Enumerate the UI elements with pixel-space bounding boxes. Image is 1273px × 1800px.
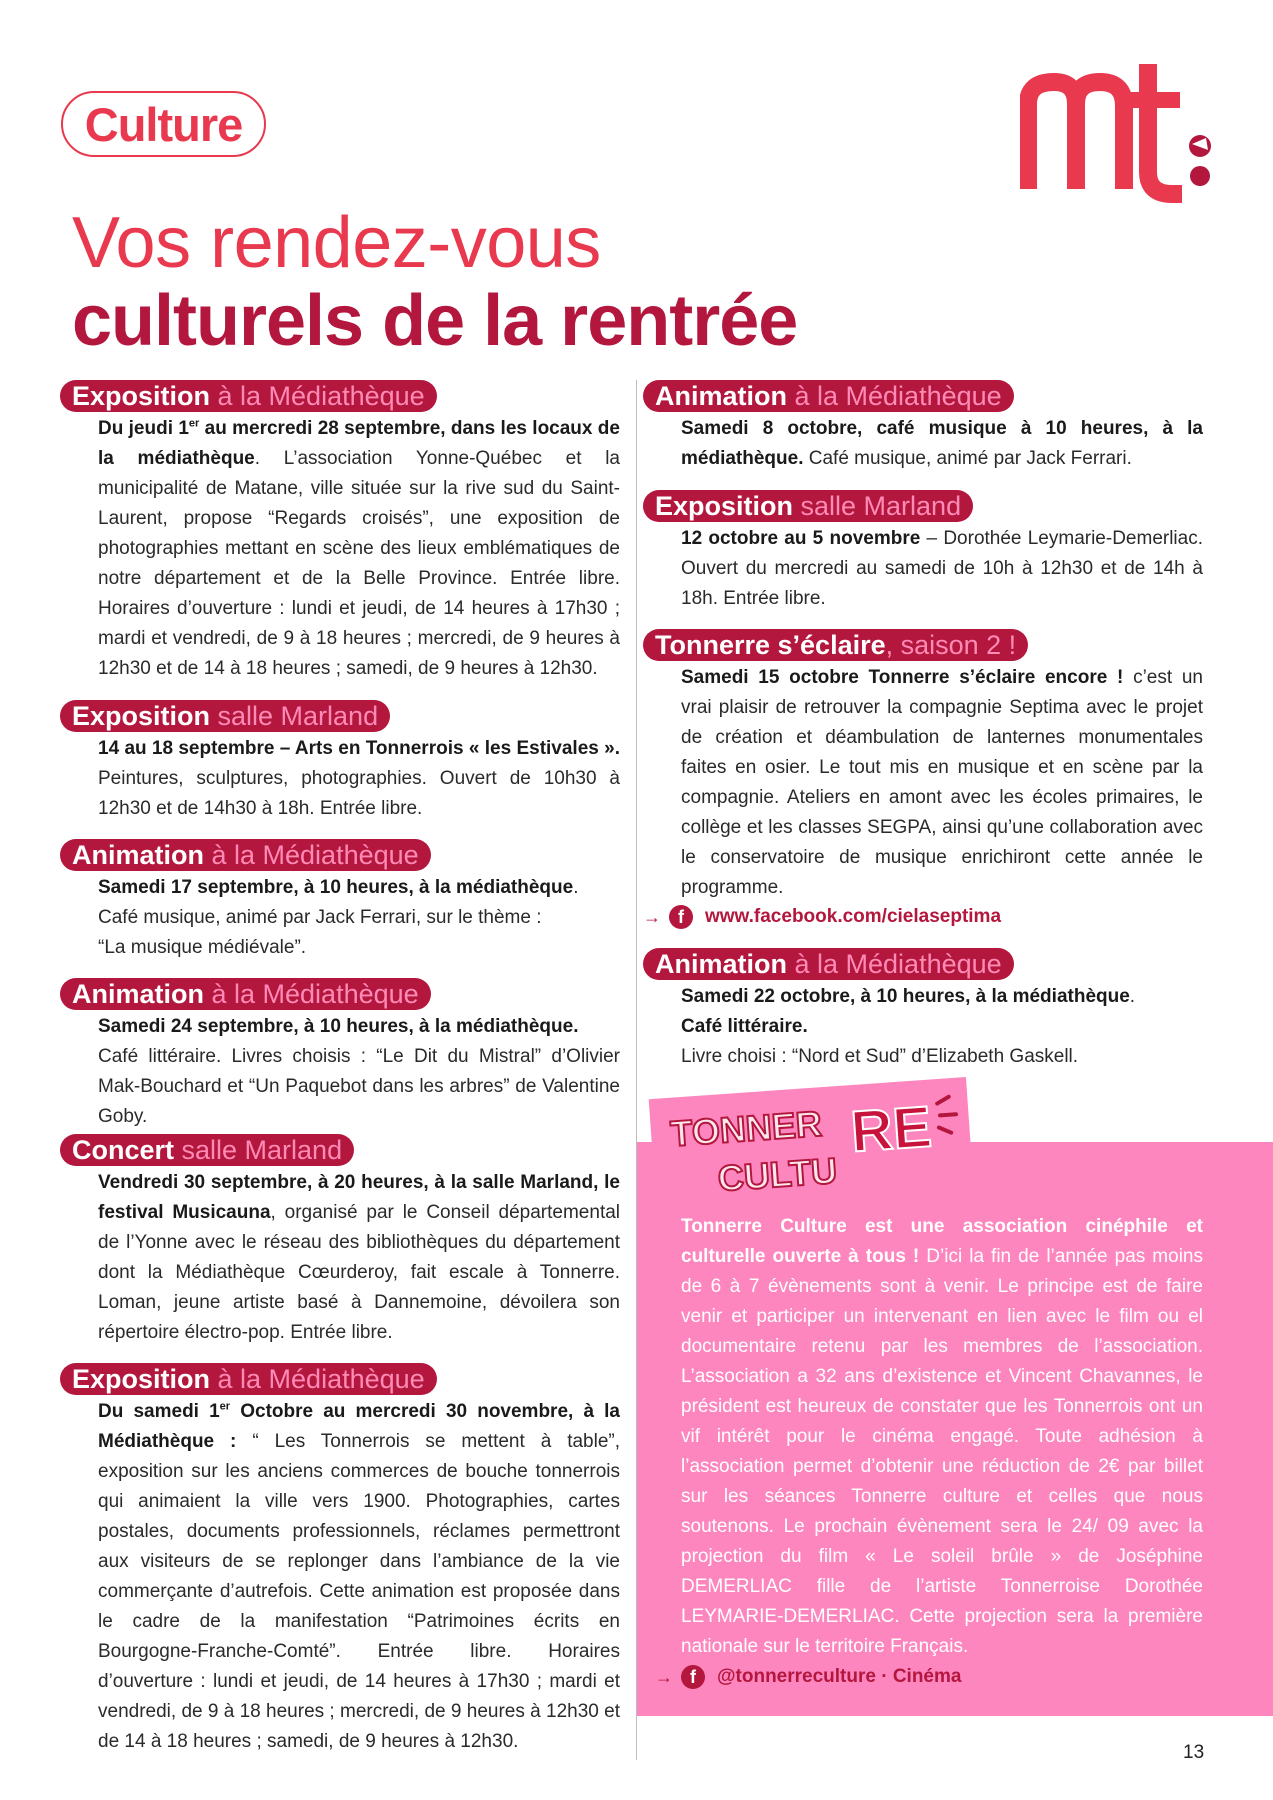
event-animation-sept24 [60, 978, 620, 1132]
event-text: Café littéraire. Livres choisis : “Le Dit du Mistral” d’Olivier Mak-Bouchard et “Un Paquebot dans les arbres” de Valentine Goby. [98, 1046, 620, 1127]
event-text: . L’association Yonne-Québec et la municipalité de Matane, ville située sur la rive sud du Saint-Laurent, propose “Regards croisés”, une exposition de photographies mettant en scène des lieux emblématiques de notre département et de la Belle Province. Entrée libre. Horaires d’ouverture : lundi et jeudi, de 14 heures à 17h30 ; mardi et vendredi, de 9 à 18 heures ; mercredi, de 9 heures à 12h30 et de 14 à 18 heures ; samedi, de 9 heures à 12h30. [98, 448, 620, 679]
event-tonnerre-eclaire [643, 629, 1203, 929]
pill-location: à la Médiathèque [204, 840, 419, 870]
event-pill [60, 839, 431, 871]
event-pill [60, 1134, 354, 1166]
pill-label: Exposition [655, 491, 794, 521]
pill-location: à la Médiathèque [787, 949, 1002, 979]
event-date-cont: Octobre au mercredi 30 novembre, à la Médiathèque : [98, 1401, 620, 1452]
facebook-icon: f [669, 905, 693, 929]
tonnerre-culture-text [681, 1212, 1203, 1662]
event-animation-oct8 [643, 380, 1203, 474]
event-date: 14 au 18 septembre – Arts en Tonnerrois « les Estivales ». [98, 738, 620, 759]
pill-label: Tonnerre s’éclaire [655, 630, 886, 660]
arrow-right-icon: → [643, 906, 661, 927]
event-text: Livre choisi : “Nord et Sud” d’Elizabeth Gaskell. [681, 1046, 1079, 1067]
event-description [98, 414, 620, 684]
tonnerre-culture-link[interactable] [655, 1665, 961, 1689]
event-exposition-mediatheque [60, 380, 620, 684]
event-description [681, 982, 1203, 1072]
logo-re: RE [848, 1094, 934, 1165]
facebook-link[interactable] [643, 905, 1203, 929]
event-date: Vendredi 30 septembre, à 20 heures, à la salle Marland, le festival Musicauna [98, 1172, 620, 1223]
pill-label: Exposition [72, 381, 211, 411]
section-tag: Culture [61, 91, 266, 157]
facebook-icon: f [681, 1665, 705, 1689]
event-pill [60, 380, 437, 412]
mt-logo-icon [1020, 64, 1220, 224]
pill-label: Animation [655, 381, 787, 411]
event-subtitle: Café littéraire. [681, 1016, 808, 1037]
event-text: c’est un vrai plaisir de retrouver la compagnie Septima avec le projet de création et déambulation de lanternes monumentales faites en osier. Le tout mis en musique et en scène par la compagnie. Ateliers en amont avec les écoles primaires, le collège et les classes SEGPA, ainsi qu’une collaboration avec le conservatoire de musique enrichiront cette année le programme. [681, 667, 1204, 898]
event-text: , organisé par le Conseil départemental de l’Yonne avec le réseau des bibliothèques du département dont la Médiathèque Cœurderoy, fait escale à Tonnerre. Loman, jeune artiste basé à Dannemoine, dévoilera son répertoire électro-pop. Entrée libre. [98, 1202, 621, 1343]
logo-cultu: CULTU [716, 1149, 839, 1200]
event-date: Samedi 8 octobre, café musique à 10 heures, à la médiathèque. [681, 418, 1203, 469]
event-description [98, 1397, 620, 1757]
event-pill [643, 629, 1028, 661]
event-description [98, 873, 620, 963]
pill-label: Animation [72, 840, 204, 870]
event-exposition-leymarie [643, 490, 1203, 614]
pill-location: à la Médiathèque [210, 381, 425, 411]
pill-location: salle Marland [174, 1135, 343, 1165]
event-text: – Dorothée Leymarie-Demerliac. Ouvert du mercredi au samedi de 10h à 12h30 et de 14h à 18h. Entrée libre. [681, 528, 1203, 609]
event-date: Samedi 24 septembre, à 10 heures, à la médiathèque. [98, 1016, 579, 1037]
event-exposition-octobre [60, 1363, 620, 1757]
arrow-right-icon: → [655, 1666, 673, 1687]
event-description [681, 414, 1203, 474]
event-date-cont: au mercredi 28 septembre, dans les locaux de la médiathèque [98, 418, 620, 469]
superscript: er [219, 1400, 231, 1413]
event-description [681, 524, 1203, 614]
event-text: Peintures, sculptures, photographies. Ouvert de 10h30 à 12h30 et de 14h30 à 18h. Entrée libre. [98, 768, 620, 819]
pill-label: Concert [72, 1135, 175, 1165]
event-text: “ Les Tonnerrois se mettent à table”, exposition sur les anciens commerces de bouche tonnerrois qui animaient la ville vers 1900. Photographies, cartes postales, documents professionnels, réclames permettront aux visiteurs de se replonger dans l’ambiance de la vie commerçante d’autrefois. Cette animation est proposée dans le cadre de la manifestation “Patrimoines écrits en Bourgogne-Franche-Comté”. Entrée libre. Horaires d’ouverture : lundi et jeudi, de 14 heures à 17h30 ; mardi et vendredi, de 9 à 18 heures ; mercredi, de 9 heures à 12h30 et de 14 à 18 heures ; samedi, de 9 heures à 12h30. [98, 1431, 620, 1752]
event-text: . [573, 877, 579, 898]
tc-bold: Tonnerre Culture est une association cinéphile et culturelle ouverte à tous ! [681, 1216, 1203, 1267]
event-animation-oct22 [643, 948, 1203, 1072]
superscript: er [188, 417, 200, 430]
event-date: Du jeudi 1 [98, 418, 189, 439]
event-pill [643, 380, 1014, 412]
event-pill [60, 700, 390, 732]
pill-location: salle Marland [793, 491, 962, 521]
event-pill [643, 490, 973, 522]
event-description [681, 663, 1203, 903]
event-animation-sept17 [60, 839, 620, 963]
event-text: Café musique, animé par Jack Ferrari. [803, 448, 1132, 469]
page-title-line1: Vos rendez-vous [72, 203, 601, 283]
tc-text: D’ici la fin de l’année pas moins de 6 à 7 évènements sont à venir. Le principe est de faire venir et participer un intervenant en lien avec le film ou el documentaire retenu par les membres de l’association. L’association a 32 ans d’existence et Vincent Chavannes, le président est heureux de constater que les Tonnerrois ont un vif intérêt pour le cinéma engagé. Toute adhésion à l’association permet d’obtenir une réduction de 2€ par billet sur les séances Tonnerre culture et celles que nous soutenons. Le prochain évènement sera le 24/ 09 avec la projection du film « Le soleil brûle » de Joséphine DEMERLIAC fille de l’artiste Tonnerroise Dorothée LEYMARIE-DEMERLIAC. Cette projection sera la première nationale sur le territoire Français. [681, 1246, 1203, 1657]
pill-label: Animation [655, 949, 787, 979]
pill-location: à la Médiathèque [204, 979, 419, 1009]
event-pill [60, 978, 431, 1010]
pill-location: , saison 2 ! [885, 630, 1017, 660]
event-description [98, 1012, 620, 1132]
pill-label: Exposition [72, 1364, 211, 1394]
event-date: 12 octobre au 5 novembre [681, 528, 921, 549]
pill-location: à la Médiathèque [210, 1364, 425, 1394]
event-text: Café musique, animé par Jack Ferrari, sur le thème : [98, 907, 542, 928]
event-date: Samedi 22 octobre, à 10 heures, à la médiathèque [681, 986, 1130, 1007]
event-text: “La musique médiévale”. [98, 937, 307, 958]
pill-label: Exposition [72, 701, 211, 731]
pill-location: à la Médiathèque [787, 381, 1002, 411]
event-description [98, 734, 620, 824]
pill-location: salle Marland [210, 701, 379, 731]
facebook-url[interactable]: www.facebook.com/cielaseptima [705, 906, 1002, 927]
event-pill [60, 1363, 437, 1395]
pill-label: Animation [72, 979, 204, 1009]
page-number: 13 [1183, 1742, 1205, 1763]
event-description [98, 1168, 620, 1348]
event-date: Samedi 17 septembre, à 10 heures, à la médiathèque [98, 877, 574, 898]
event-date: Samedi 15 octobre Tonnerre s’éclaire encore ! [681, 667, 1124, 688]
event-pill [643, 948, 1014, 980]
tonnerre-culture-logo [668, 1092, 968, 1204]
event-exposition-marland [60, 700, 620, 824]
event-text: . [1129, 986, 1136, 1007]
tc-handle[interactable]: @tonnerreculture · Cinéma [717, 1666, 962, 1687]
event-date: Du samedi 1 [98, 1401, 220, 1422]
logo-tonner: TONNER [669, 1102, 824, 1155]
page-title-line2: culturels de la rentrée [72, 281, 798, 361]
event-concert-marland [60, 1134, 620, 1348]
